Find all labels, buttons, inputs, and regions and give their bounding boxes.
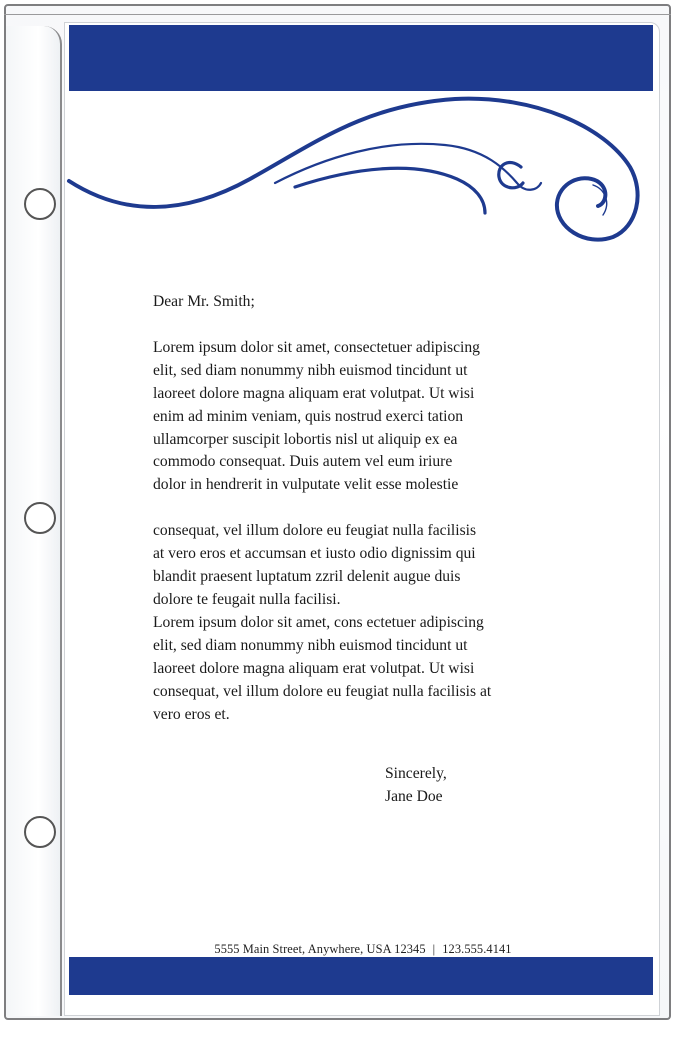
text-line: elit, sed diam nonummy nibh euismod tincidunt ut: [153, 636, 468, 654]
sheet-protector-opening: [4, 14, 671, 15]
footer-band: [69, 957, 653, 995]
text-line: dolor in hendrerit in vulputate velit esse molestie: [153, 476, 459, 494]
paragraph: [153, 520, 583, 612]
letterhead-page: [64, 22, 660, 1016]
footer-phone: 123.555.4141: [442, 942, 512, 956]
text-line: dolore te feugait nulla facilisi.: [153, 590, 341, 608]
footer-contact: [65, 942, 660, 957]
text-line: enim ad minim veniam, quis nostrud exerci tation: [153, 407, 464, 425]
closing: Sincerely,: [385, 765, 447, 782]
salutation: Dear Mr. Smith;: [153, 293, 255, 310]
binder-hole-icon: [24, 188, 56, 220]
text-line: ullamcorper suscipit lobortis nisl ut aliquip ex ea: [153, 430, 458, 448]
text-line: blandit praesent luptatum zzril delenit augue duis: [153, 568, 461, 586]
paragraph: [153, 337, 583, 497]
text-line: consequat, vel illum dolore eu feugiat nulla facilisis: [153, 522, 477, 540]
text-line: vero eros et.: [153, 705, 230, 723]
paragraph: [153, 612, 583, 727]
letter-body: [153, 291, 583, 726]
text-line: Lorem ipsum dolor sit amet, consectetuer adipiscing: [153, 338, 480, 356]
text-line: laoreet dolore magna aliquam erat volutpat. Ut wisi: [153, 659, 475, 677]
footer-separator: |: [432, 942, 436, 956]
signature-name: Jane Doe: [385, 787, 443, 805]
text-line: commodo consequat. Duis autem vel eum iriure: [153, 453, 453, 471]
header-band: [69, 25, 653, 91]
text-line: elit, sed diam nonummy nibh euismod tincidunt ut: [153, 361, 468, 379]
closing-block: [385, 763, 447, 809]
footer-address: 5555 Main Street, Anywhere, USA 12345: [214, 942, 426, 956]
text-line: laoreet dolore magna aliquam erat volutpat. Ut wisi: [153, 384, 475, 402]
binder-hole-icon: [24, 502, 56, 534]
text-line: at vero eros et accumsan et iusto odio dignissim qui: [153, 545, 476, 563]
text-line: Lorem ipsum dolor sit amet, cons ectetuer adipiscing: [153, 613, 484, 631]
binder-hole-icon: [24, 816, 56, 848]
text-line: consequat, vel illum dolore eu feugiat nulla facilisis at: [153, 682, 492, 700]
binder-strip: [6, 26, 62, 1016]
swirl-flourish-icon: [65, 87, 660, 277]
